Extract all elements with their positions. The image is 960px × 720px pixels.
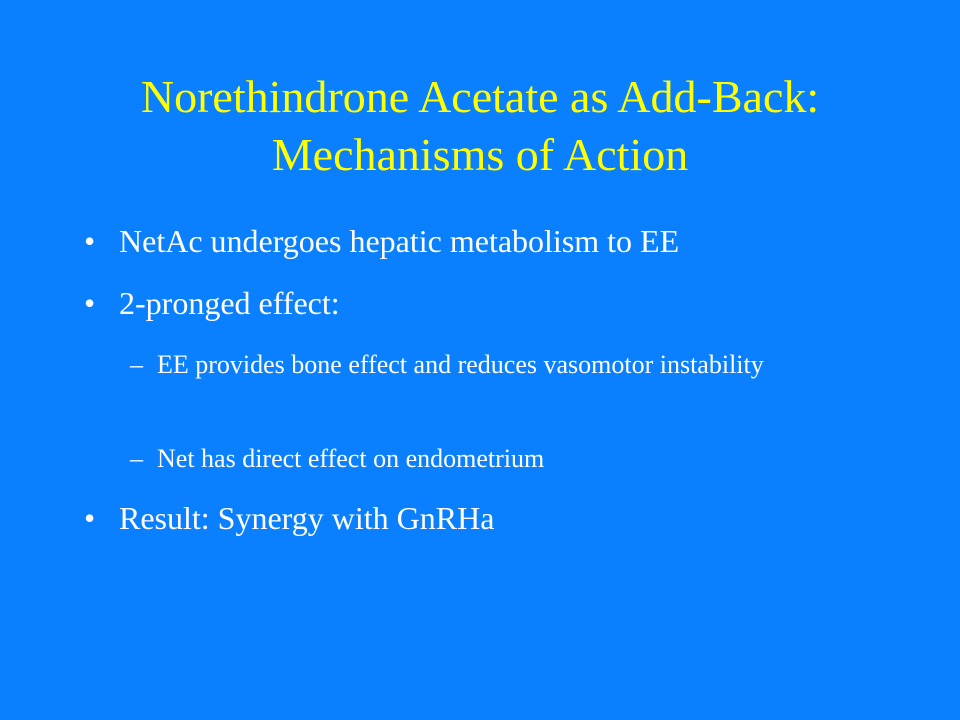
bullet-text: Result: Synergy with GnRHa — [119, 500, 495, 536]
bullet-marker: • — [84, 500, 96, 536]
sub-bullet-text: Net has direct effect on endometrium — [157, 444, 545, 473]
slide-title-line-1: Norethindrone Acetate as Add-Back: — [140, 71, 820, 122]
bullet-marker: • — [84, 285, 96, 321]
sub-bullet-item — [130, 348, 860, 382]
bullet-marker: • — [84, 223, 96, 259]
sub-bullet-text: EE provides bone effect and reduces vasomotor instability — [157, 350, 764, 379]
bullet-item — [84, 499, 494, 537]
sub-bullet-marker: – — [130, 444, 143, 473]
bullet-text: 2-pronged effect: — [119, 285, 340, 321]
sub-bullet-item — [130, 442, 860, 476]
sub-bullet-marker: – — [130, 350, 143, 379]
slide-title-line-2: Mechanisms of Action — [271, 129, 689, 180]
bullet-item — [84, 222, 679, 260]
bullet-text: NetAc undergoes hepatic metabolism to EE — [119, 223, 680, 259]
bullet-item — [84, 284, 340, 322]
